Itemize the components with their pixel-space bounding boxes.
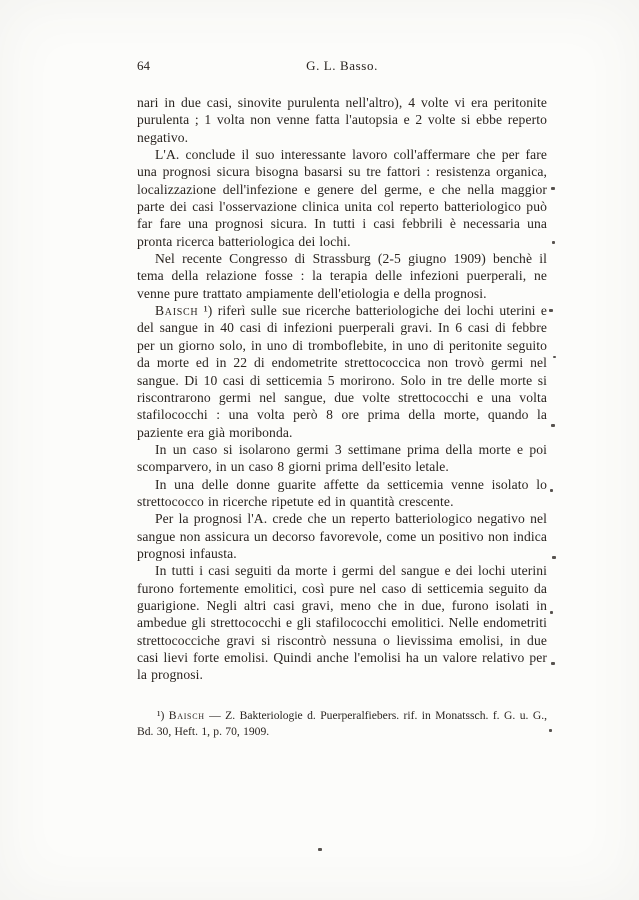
text-block — [137, 58, 547, 740]
running-title: G. L. Basso. — [306, 58, 378, 73]
smallcaps-name: Baisch — [168, 708, 205, 722]
scan-artifact — [318, 848, 322, 851]
page-number: 64 — [137, 58, 150, 73]
paragraph: Nel recente Congresso di Strassburg (2-5 giugno 1909) benchè il tema della relazione fosse : la terapia delle infezioni puerperali, ne venne pure trattato ampiamente dell'etiologia e della prognosi. — [137, 251, 547, 301]
page-header — [137, 58, 547, 76]
paragraph: In una delle donne guarite affette da setticemia venne isolato lo strettococco in ricerche ripetute ed in quantità crescente. — [137, 476, 547, 509]
scan-artifact — [551, 187, 555, 190]
scan-artifact — [549, 729, 552, 732]
scan-artifact — [550, 489, 553, 492]
paragraph: In tutti i casi seguiti da morte i germi del sangue e dei lochi uterini furono fortemente emolitici, così pure nel caso di setticemia seguito da guarigione. Negli altri casi gravi, meno che in due, furono isolati in ambedue gli strettococchi e gli stafilococchi emolitici. Nelle endometriti strettococciche gravi si riscontrò nessuna o lievissima emolisi, in due casi lievi forte emolisi. Quindi anche l'emolisi ha un valore relativo per la prognosi. — [137, 563, 547, 683]
scan-artifact — [551, 662, 555, 665]
scan-artifact — [549, 309, 553, 312]
body-text — [137, 94, 547, 684]
paragraph: nari in due casi, sinovite purulenta nell'altro), 4 volte vi era peritonite purulenta ; 1 volta non venne fatta l'autopsia e 2 volte si ebbe reperto negativo. — [137, 95, 547, 145]
paragraph: In un caso si isolarono germi 3 settimane prima della morte e poi scomparvero, in un caso 8 giorni prima dell'esito letale. — [137, 441, 547, 475]
scan-artifact — [552, 556, 556, 559]
smallcaps-name: Baisch — [155, 303, 199, 319]
paragraph: L'A. conclude il suo interessante lavoro coll'affermare che per fare una prognosi sicura bisogna basarsi su tre fattori : resistenza organica, localizzazione dell'infezione e genere del germe, e che nella maggior parte dei casi l'osservazione clinica unita col reperto batteriologico può far fare una prognosi sicura. In tutti i casi febbrili è necessaria una pronta ricerca batteriologica dei lochi. — [137, 147, 547, 249]
paragraph: Per la prognosi l'A. crede che un reperto batteriologico negativo nel sangue non assicura un decorso favorevole, come un positivo non indica prognosi infausta. — [137, 511, 547, 561]
paragraph: Baisch ¹) riferì sulle sue ricerche batteriologiche dei lochi uterini e del sangue in 40 casi di infezioni puerperali gravi. In 6 casi di febbre per un giorno solo, in uno di tromboflebite, in uno di peritonite seguito da morte ed in 22 di endometrite strettococcica non trovò germi nel sangue. Di 10 casi di setticemia 5 morirono. Solo in tre delle morte si riscontrarono germi nel sangue, due volte strettococchi e una volta stafilococchi : una volta però 8 ore prima della morte, quando la paziente era già moribonda. — [137, 303, 547, 440]
scan-artifact — [551, 424, 555, 427]
scan-artifact — [552, 241, 555, 244]
scan-artifact — [553, 356, 556, 358]
footnote: ¹) Baisch — Z. Bakteriologie d. Puerperalfiebers. rif. in Monatssch. f. G. u. G., Bd. 30, Heft. 1, p. 70, 1909. — [137, 708, 547, 738]
scan-artifact — [550, 611, 553, 614]
